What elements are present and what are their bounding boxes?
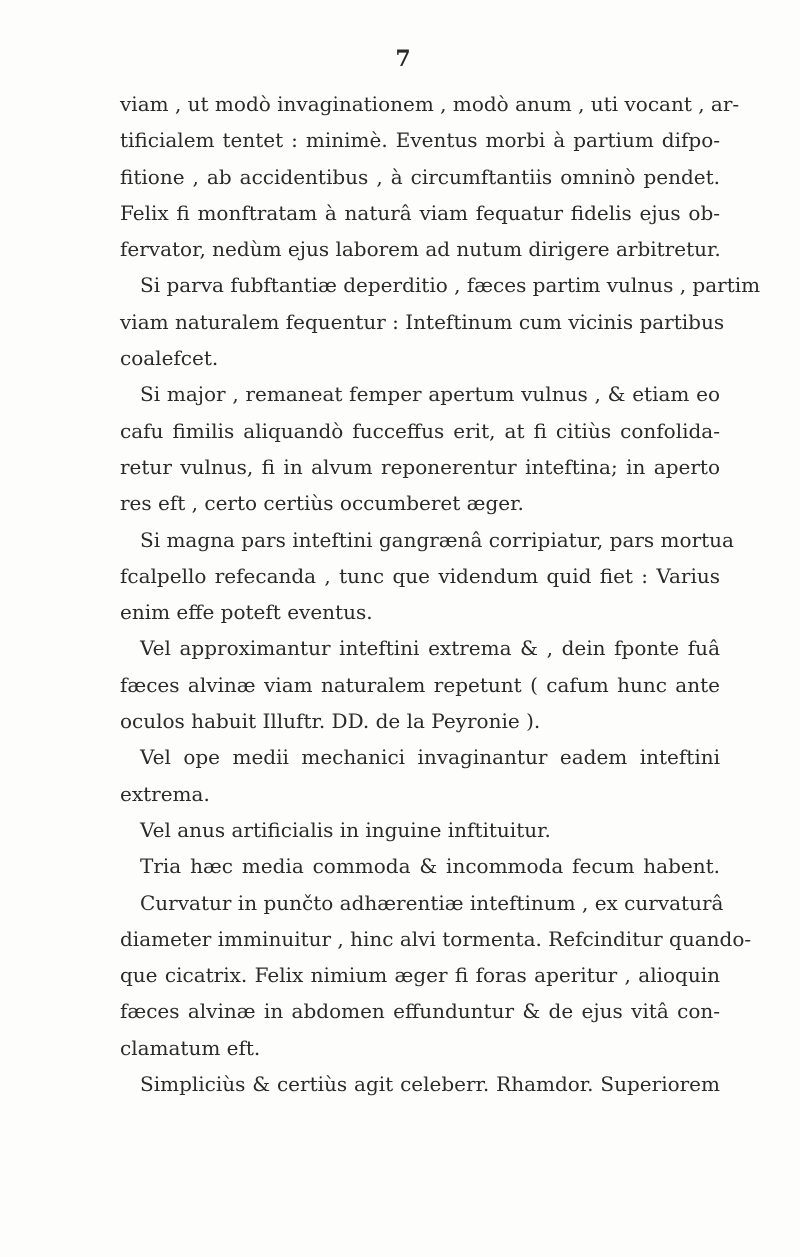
body-text (120, 86, 761, 1102)
text-line: Curvatur in punčto adhærentiæ inteftinum , ex curvaturâ (140, 890, 724, 915)
text-line: Felix fi monftratam à naturâ viam fequatur fidelis ejus ob- (120, 200, 720, 225)
text-line: viam naturalem fequentur : Inteftinum cum vicinis partibus (120, 309, 725, 334)
text-line: Vel approximantur inteftini extrema & , dein fponte fuâ (140, 636, 720, 661)
text-line: Si magna pars inteftini gangrænâ corripiatur, pars mortua (140, 527, 734, 552)
text-line: coalefcet. (120, 346, 219, 371)
text-line: fervator, nedùm ejus laborem ad nutum dirigere arbitretur. (120, 237, 721, 262)
text-line: viam , ut modò invaginationem , modò anum , uti vocant , ar- (120, 92, 740, 116)
text-line: oculos habuit Illuftr. DD. de la Peyronie ). (120, 709, 541, 734)
text-line: Vel anus artificialis in inguine inftituitur. (140, 817, 551, 842)
text-line: fæces alvinæ viam naturalem repetunt ( cafum hunc ante (120, 672, 720, 697)
text-line: clamatum eft. (120, 1035, 261, 1060)
text-line: retur vulnus, fi in alvum reponerentur inteftina; in aperto (120, 454, 720, 479)
text-line: cafu fimilis aliquandò fucceffus erit, at fi citiùs confolida- (120, 418, 720, 443)
text-line: fitione , ab accidentibus , à circumftantiis omninò pendet. (120, 164, 720, 189)
text-line: Si major , remaneat femper apertum vulnus , & etiam eo (140, 382, 720, 407)
text-line: Tria hæc media commoda & incommoda fecum habent. (140, 854, 720, 879)
text-line: fcalpello refecanda , tunc que videndum quid fiet : Varius (120, 563, 720, 588)
text-line: res eft , certo certiùs occumberet æger. (120, 491, 524, 516)
text-line: extrema. (120, 781, 210, 806)
text-line: tificialem tentet : minimè. Eventus morbi à partium difpo- (120, 128, 720, 153)
text-line: fæces alvinæ in abdomen effunduntur & de ejus vitâ con- (120, 999, 720, 1024)
text-line: Vel ope medii mechanici invaginantur eadem inteftini (140, 745, 720, 770)
text-line: que cicatrix. Felix nimium æger fi foras aperitur , alioquin (120, 963, 720, 988)
text-line: Simpliciùs & certiùs agit celeberr. Rhamdor. Superiorem (140, 1072, 720, 1097)
page-number: 7 (395, 46, 411, 72)
text-line: Si parva fubftantiæ deperditio , fæces partim vulnus , partim (140, 273, 761, 298)
text-line: diameter imminuitur , hinc alvi tormenta. Refcinditur quando- (120, 926, 752, 951)
text-line: enim effe poteft eventus. (120, 600, 373, 625)
